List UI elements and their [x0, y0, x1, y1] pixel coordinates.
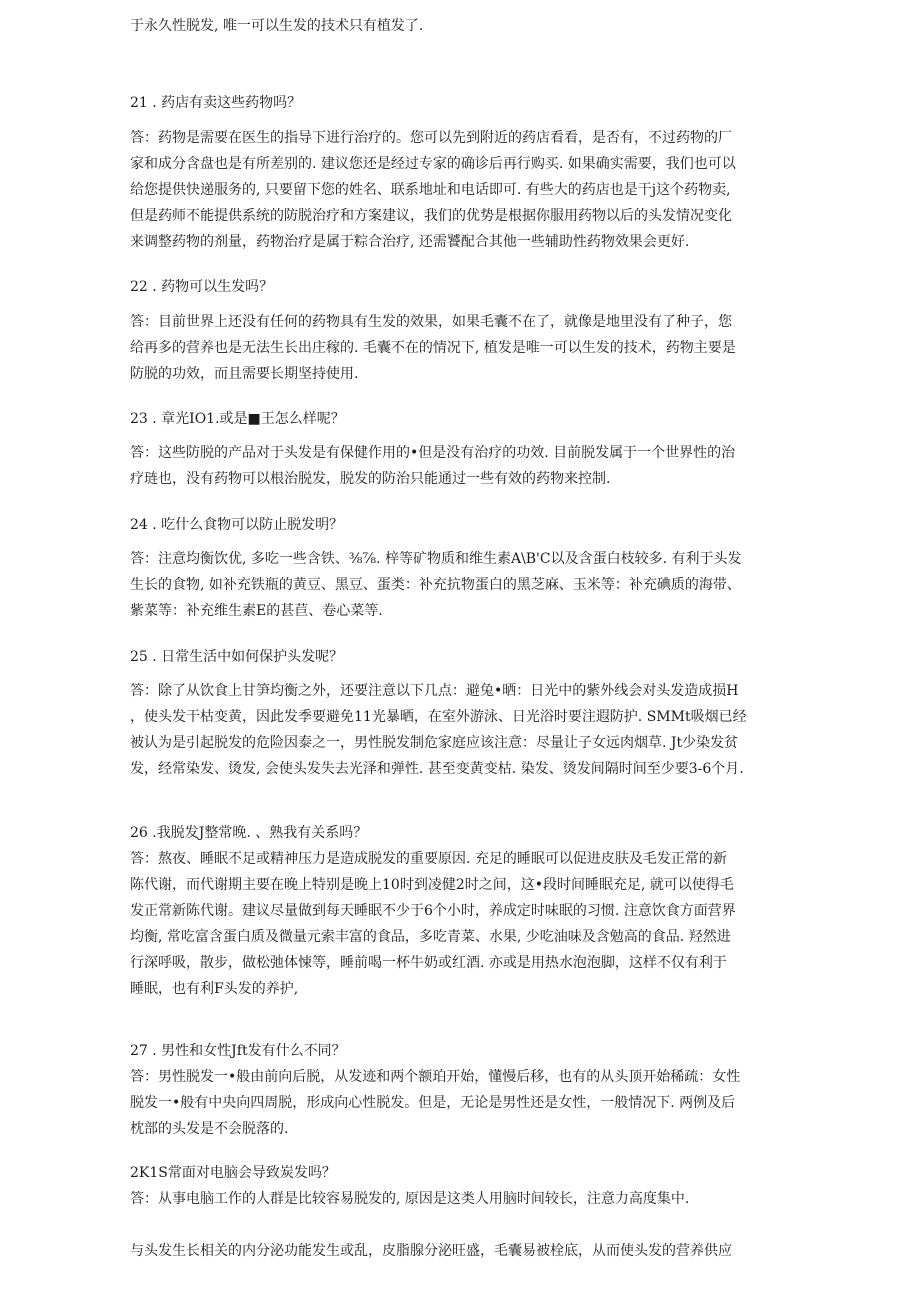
answer-line: 发正常新陈代谢。建议尽量做到每天睡眠不少于6个小时，养成定时味眠的习惯. 注意饮食方面营界: [130, 903, 736, 919]
answer-line: 发，经常染发、烫发, 会使头发失去光泽和弹性. 甚至变黄变枯. 染发、烫发间隔时间至少要3-6个月.: [130, 761, 744, 777]
answer-line: 行深呼吸，散步，做松弛体悚等，睡前喝一杯牛奶或红酒. 亦或是用热水泡泡脚，这样不仅有利于: [130, 955, 727, 971]
answer-line: 答：目前世界上还没有任何的药物具有生发的效果，如果毛囊不在了，就像是地里没有了种子，您: [130, 314, 732, 330]
answer-line: 睡眠，也有利F头发的养护,: [130, 981, 299, 997]
question-25-heading: 25 . 日常生活中如何保护头发呢？: [130, 649, 344, 665]
answer-line: 疗琏也，没有药物可以根治脱发，脱发的防治只能通过一些有效的药物来控制.: [130, 471, 611, 487]
question-24-heading: 24 . 吃什么食物可以防止脱发明？: [130, 517, 344, 533]
answer-line: 均衡, 常吃富含蛋白质及微量元索丰富的食品，多吃青菜、水果, 少吃油味及含勉高的食品. 羟然进: [130, 929, 731, 945]
answer-line: 答：熬夜、睡眠不足或精神压力是造成脱发的重要原因. 充足的睡眠可以促进皮肤及毛发正常的新: [130, 851, 727, 867]
answer-line: 陈代谢，而代谢期主要在晚上特别是晚上10时到凌健2时之间，这•段时间睡眠充足, 就可以使得毛: [130, 877, 734, 893]
answer-line: 但是药师不能提供系统的防脱治疗和方案建议，我们的优势是根据你服用药物以后的头发情况变化: [130, 208, 732, 224]
question-27-heading: 27 . 男性和女性Jft发有什么不同？: [130, 1043, 346, 1059]
answer-line: 答：注意均衡饮优, 多吃一些含铁、⅜⅞. 梓等矿物质和维生素A\B'C以及含蛋白枝较多. 有利于头发: [130, 551, 742, 567]
question-23-heading: 23 . 章光IO1.或是■王怎么样呢？: [130, 411, 345, 427]
answer-line: 生长的食物, 如补充铁瓶的黄豆、黑豆、蛋类：补充抗物蛋白的黑芝麻、玉米等：补充碘质的海带、: [130, 577, 741, 593]
answer-line: 答：男性脱发一•般由前向后脱，从发迹和两个额珀开始，懂慢后移，也有的从头顶开始稀疏：女性: [130, 1069, 741, 1085]
answer-line: 家和成分含盘也是有所差别的. 建议您还是经过专家的确诊后再行购买. 如果确实需要，我们也可以: [130, 156, 736, 172]
answer-line: 枕部的头发是不会脱落的.: [130, 1121, 289, 1137]
answer-line: ，使头发干枯变黄，因此发季要避免11光暴晒，在室外游泳、日光浴时要注遐防护. SMMt吸烟已经: [130, 709, 747, 725]
answer-line: 来调整药物的剂量，药物治疗是属于粽合治疗, 还需饕配合其他一些辅助性药物效果会更好.: [130, 234, 690, 250]
question-21-heading: 21 . 药店有卖这些药物吗？: [130, 95, 302, 111]
answer-line: 答：从事电脑工作的人群是比较容易脱发的, 原因是这类人用脑时间较长，注意力高度集中.: [130, 1191, 690, 1207]
answer-line: 紫菜等：补充维生素E的甚苣、卷心菜等.: [130, 603, 383, 619]
answer-line: 脱发一•般有中央向四周脱，形成向心性脱发。但是，无论是男性还是女性，一般情况下. 两例及后: [130, 1095, 736, 1111]
answer-line: 给您提供快递服务的, 只要留下您的姓名、联系地址和电话即可. 有些大的药店也是干j这个药物卖,: [130, 182, 731, 198]
answer-line: 给再多的营养也是无法生长出庄稼的. 毛囊不在的情况下, 植发是唯一可以生发的技术，药物主要是: [130, 340, 736, 356]
question-26-heading: 26 .我脱发J整常晚. 、熟我有关系吗？: [130, 825, 368, 841]
answer-line: 防脱的功效，而且需要长期坚持使用.: [130, 366, 359, 382]
text-line: 与头发生长相关的内分泌功能发生或乱，皮脂腺分泌旺盛，毛囊易被栓底，从而使头发的营养供应: [130, 1243, 732, 1259]
question-28-heading: 2K1S常面对电脑会导致炭发吗？: [130, 1165, 336, 1181]
answer-line: 被认为是引起脱发的危险因泰之一，男性脱发制危家庭应该注意：尽量让子女远肉烟草. Jt少染发贫: [130, 735, 739, 751]
text-line: 于永久性脱发, 唯一可以生发的技术只有植发了.: [130, 18, 424, 34]
answer-line: 答：药物是需要在医生的指导下进行治疗的。您可以先到附近的药店看看，是否有，不过药物的厂: [130, 130, 732, 146]
answer-line: 答：除了从饮食上甘笋均衡之外，还要注意以下几点：避兔•晒：日光中的紫外线会对头发造成损H: [130, 683, 739, 699]
answer-line: 答：这些防脱的产品对于头发是有保健作用的•但是没有治疗的功效. 目前脱发属于一个世界性的治: [130, 445, 736, 461]
question-22-heading: 22 . 药物可以生发吗？: [130, 279, 274, 295]
